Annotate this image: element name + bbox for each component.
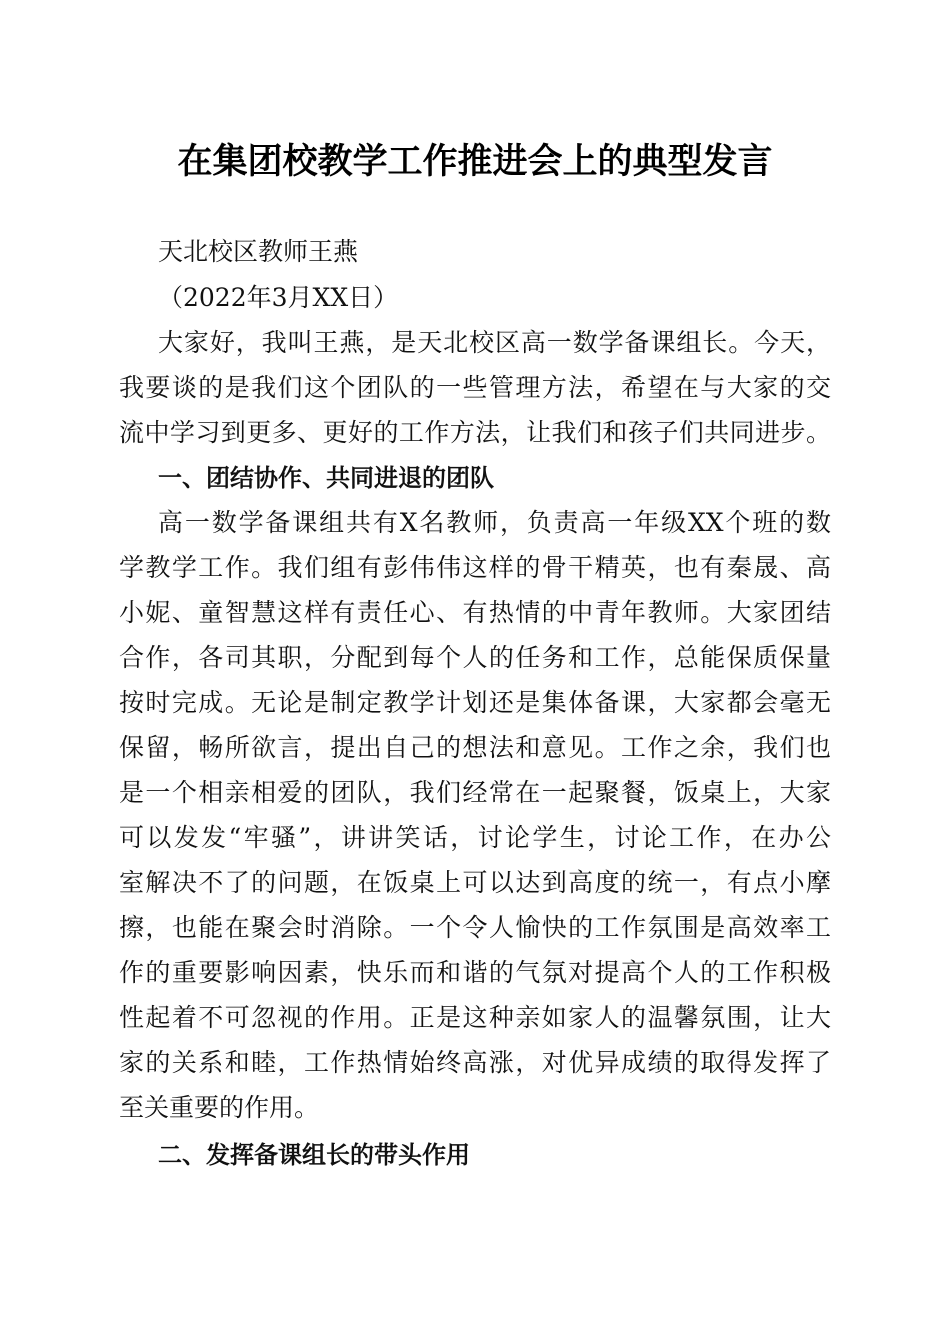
paragraph-line: 高一数学备课组共有X名教师，负责高一年级XX个班的数 (158, 508, 831, 537)
section-heading: 一、团结协作、共同进退的团队 (158, 464, 494, 492)
paragraph-line: 是一个相亲相爱的团队，我们经常在一起聚餐，饭桌上，大家 (119, 778, 831, 807)
paragraph-line: 按时完成。无论是制定教学计划还是集体备课，大家都会毫无 (119, 688, 831, 717)
paragraph-line: 学教学工作。我们组有彭伟伟这样的骨干精英，也有秦晟、高 (119, 553, 831, 582)
section-heading: 二、发挥备课组长的带头作用 (158, 1141, 470, 1169)
paragraph-line: 家的关系和睦，工作热情始终高涨，对优异成绩的取得发挥了 (119, 1048, 831, 1077)
paragraph-line: 性起着不可忽视的作用。正是这种亲如家人的温馨氛围，让大 (119, 1003, 831, 1032)
paragraph-line: 流中学习到更多、更好的工作方法，让我们和孩子们共同进步。 (119, 418, 831, 447)
paragraph-line: 室解决不了的问题，在饭桌上可以达到高度的统一，有点小摩 (119, 868, 831, 897)
paragraph-line: 大家好，我叫王燕，是天北校区高一数学备课组长。今天， (158, 328, 831, 357)
document-title: 在集团校教学工作推进会上的典型发言 (177, 141, 773, 182)
paragraph-line: 擦，也能在聚会时消除。一个令人愉快的工作氛围是高效率工 (119, 913, 831, 942)
paragraph-line: 保留，畅所欲言，提出自己的想法和意见。工作之余，我们也 (119, 733, 831, 762)
paragraph-line: 可以发发“牢骚”，讲讲笑话，讨论学生，讨论工作，在办公 (119, 823, 831, 852)
date-line: （2022年3月XX日） (158, 283, 399, 312)
author-line: 天北校区教师王燕 (158, 237, 359, 266)
paragraph-line: 作的重要影响因素，快乐而和谐的气氛对提高个人的工作积极 (119, 958, 831, 987)
paragraph-line: 至关重要的作用。 (119, 1093, 320, 1122)
paragraph-line: 合作，各司其职，分配到每个人的任务和工作，总能保质保量 (119, 643, 831, 672)
paragraph-line: 我要谈的是我们这个团队的一些管理方法，希望在与大家的交 (119, 373, 831, 402)
paragraph-line: 小妮、童智慧这样有责任心、有热情的中青年教师。大家团结 (119, 598, 831, 627)
